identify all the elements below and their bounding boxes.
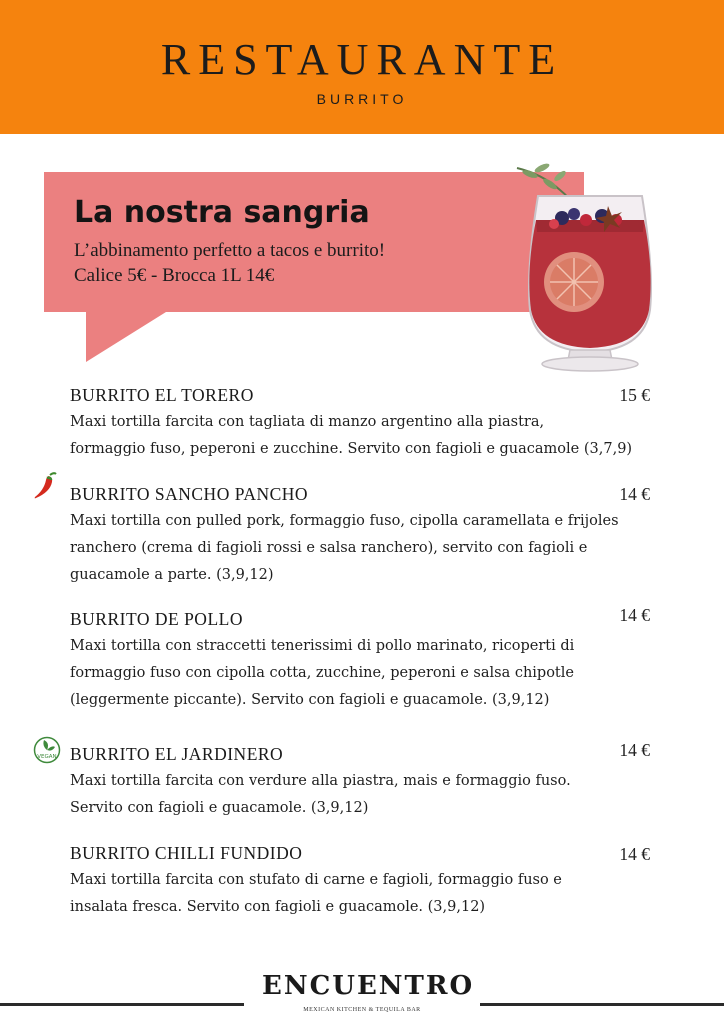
menu-item-name: BURRITO DE POLLO (70, 609, 243, 629)
menu-item-desc-line: Maxi tortilla farcita con verdure alla piastra, mais e formaggio fuso. (70, 773, 571, 789)
menu-item-desc-line: Maxi tortilla farcita con stufato di carne e fagioli, formaggio fuso e (70, 872, 562, 888)
menu-item-name: BURRITO EL TORERO (70, 385, 254, 405)
menu-item (70, 839, 640, 921)
menu-item (70, 740, 640, 822)
chili-pepper-icon (32, 470, 58, 500)
menu-item-name: BURRITO CHILLI FUNDIDO (70, 843, 303, 863)
menu-item-name: BURRITO EL JARDINERO (70, 744, 284, 764)
restaurant-subtitle: BURRITO (316, 91, 408, 107)
menu-item-price: 14 € (619, 740, 650, 760)
menu-item-price: 15 € (619, 385, 650, 405)
menu-item-desc-line: ranchero (crema di fagioli rossi e salsa ranchero), servito con fagioli e (70, 540, 588, 556)
sangria-glass-icon (512, 160, 662, 375)
menu-item-desc-line: Maxi tortilla con pulled pork, formaggio fuso, cipolla caramellata e frijoles (70, 513, 619, 529)
menu-item-price: 14 € (619, 844, 650, 864)
header-bar (0, 0, 724, 134)
menu-item (70, 605, 640, 714)
menu-item (70, 480, 640, 589)
vegan-label: VEGAN (37, 754, 57, 760)
vegan-icon (33, 736, 61, 764)
footer-logo: ENCUENTRO (262, 971, 475, 1001)
restaurant-title: RESTAURANTE (160, 35, 564, 84)
menu-item-desc-line: (leggermente piccante). Servito con fagioli e guacamole. (3,9,12) (70, 692, 550, 708)
menu-item-desc-line: guacamole a parte. (3,9,12) (70, 567, 274, 583)
menu-item-price: 14 € (619, 484, 650, 504)
promo-line-2: Calice 5€ - Brocca 1L 14€ (74, 265, 275, 286)
menu-item-desc-line: Servito con fagioli e guacamole. (3,9,12) (70, 800, 369, 816)
footer-divider-right (480, 1003, 724, 1006)
promo-title: La nostra sangria (74, 195, 370, 230)
footer-tagline: MEXICAN KITCHEN & TEQUILA BAR (303, 1007, 421, 1013)
footer-divider-left (0, 1003, 244, 1006)
menu-item-name: BURRITO SANCHO PANCHO (70, 484, 309, 504)
menu-item-desc-line: formaggio fuso, peperoni e zucchine. Servito con fagioli e guacamole (3,7,9) (70, 441, 633, 457)
menu-item-desc-line: Maxi tortilla con straccetti tenerissimi di pollo marinato, ricoperti di (70, 638, 575, 654)
menu-item-desc-line: insalata fresca. Servito con fagioli e guacamole. (3,9,12) (70, 899, 486, 915)
menu-item-price: 14 € (619, 605, 650, 625)
promo-line-1: L’abbinamento perfetto a tacos e burrito! (74, 240, 386, 261)
menu-item-desc-line: formaggio fuso con cipolla cotta, zucchine, peperoni e salsa chipotle (70, 665, 574, 681)
menu-item-desc-line: Maxi tortilla farcita con tagliata di manzo argentino alla piastra, (70, 414, 545, 430)
menu-item (70, 381, 640, 463)
